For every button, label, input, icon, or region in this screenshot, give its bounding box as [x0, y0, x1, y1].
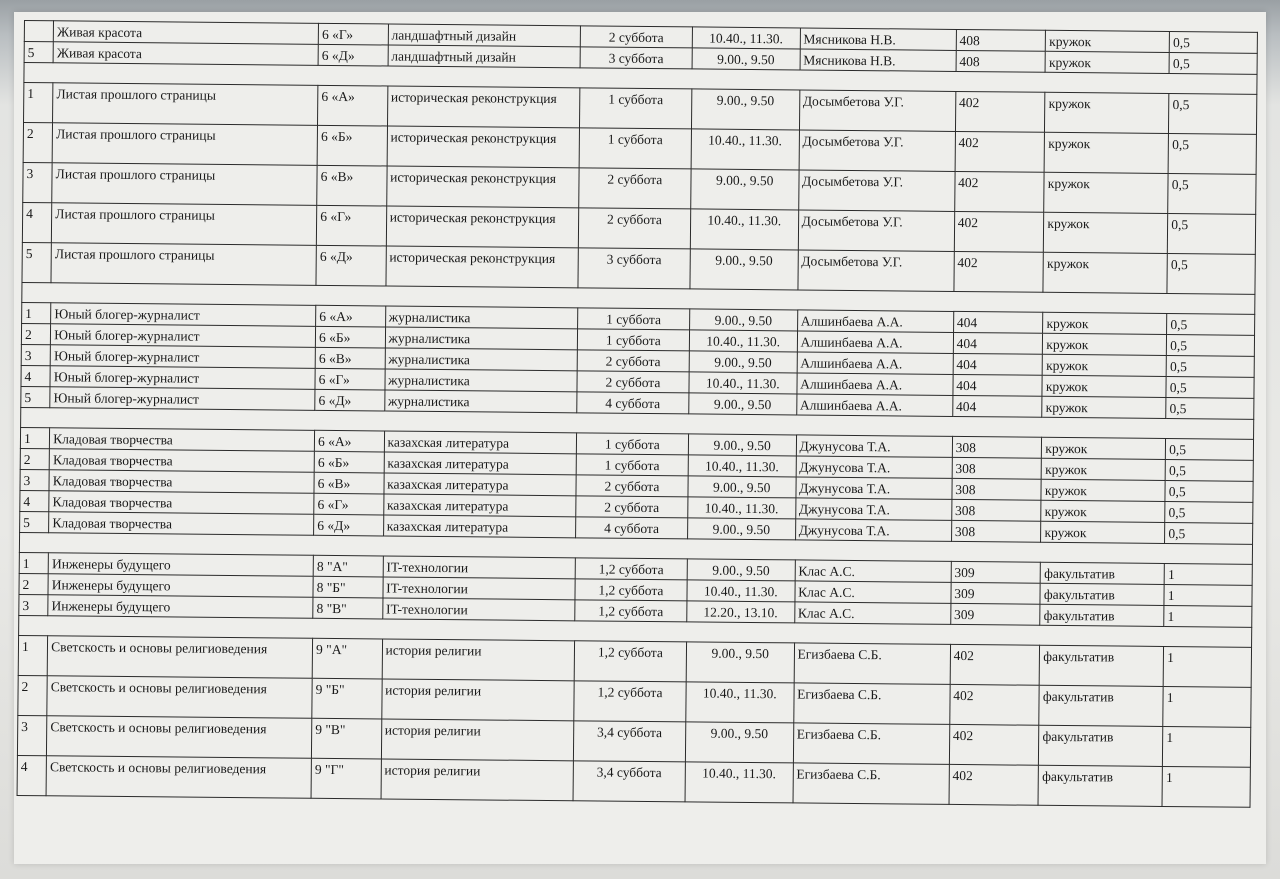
class-name-cell: 6 «А»	[314, 430, 384, 452]
class-name-cell: 6 «Г»	[314, 493, 384, 515]
club-name-cell: Светскость и основы религиоведения	[47, 636, 312, 679]
room-cell: 308	[951, 520, 1041, 542]
row-number-cell: 2	[20, 448, 49, 469]
activity-type-cell: кружок	[1045, 92, 1169, 133]
club-name-cell: Листая прошлого страницы	[52, 203, 317, 246]
subject-cell: IT-технологии	[383, 577, 576, 600]
room-cell: 402	[949, 724, 1039, 765]
row-number-cell: 3	[17, 715, 47, 755]
hours-cell: 0,5	[1165, 501, 1253, 523]
room-cell: 309	[950, 603, 1040, 625]
time-cell: 10.40., 11.30.	[690, 209, 798, 250]
hours-cell: 0,5	[1168, 173, 1256, 214]
room-cell: 309	[951, 582, 1041, 604]
activity-type-cell: факультатив	[1039, 725, 1163, 766]
hours-cell: 1	[1164, 605, 1252, 627]
time-cell: 9.00., 9.50	[689, 351, 797, 373]
activity-type-cell: факультатив	[1038, 765, 1162, 806]
schedule-sheet	[14, 12, 1266, 864]
time-cell: 10.40., 11.30.	[689, 330, 797, 352]
subject-cell: журналистика	[385, 369, 578, 392]
club-name-cell: Инженеры будущего	[48, 553, 313, 577]
teacher-cell: Егизбаева С.Б.	[793, 763, 950, 804]
class-name-cell: 6 «А»	[318, 85, 388, 126]
room-cell: 309	[951, 561, 1041, 583]
hours-cell: 0,5	[1165, 459, 1253, 481]
week-cell: 4 суббота	[577, 392, 689, 414]
row-number-cell: 5	[24, 42, 53, 63]
week-cell: 3,4 суббота	[573, 721, 685, 762]
activity-type-cell: кружок	[1042, 437, 1166, 459]
hours-cell: 0,5	[1169, 93, 1257, 134]
row-number-cell: 5	[21, 386, 50, 407]
time-cell: 9.00., 9.50	[690, 249, 798, 290]
row-number-cell: 1	[22, 302, 51, 323]
row-number-cell: 1	[18, 635, 48, 675]
time-cell: 10.40., 11.30.	[692, 27, 800, 49]
time-cell: 9.00., 9.50	[688, 476, 796, 498]
time-cell: 10.40., 11.30.	[689, 372, 797, 394]
time-cell: 9.00., 9.50	[688, 434, 796, 456]
activity-type-cell: факультатив	[1040, 645, 1164, 686]
club-name-cell: Юный блогер-журналист	[50, 366, 315, 390]
class-name-cell: 6 «В»	[314, 472, 384, 494]
club-name-cell: Юный блогер-журналист	[50, 387, 315, 411]
room-cell: 408	[956, 29, 1046, 51]
teacher-cell: Алшинбаева А.А.	[797, 310, 953, 332]
activity-type-cell: кружок	[1041, 521, 1165, 543]
row-number-cell: 4	[22, 202, 52, 242]
time-cell: 9.00., 9.50	[692, 48, 800, 70]
hours-cell: 0,5	[1168, 133, 1256, 174]
club-name-cell: Юный блогер-журналист	[50, 345, 315, 369]
club-name-cell: Кладовая творчества	[50, 428, 315, 452]
subject-cell: историческая реконструкция	[387, 126, 580, 168]
time-cell: 10.40., 11.30.	[691, 129, 799, 170]
club-name-cell: Светскость и основы религиоведения	[46, 756, 311, 799]
activity-type-cell: кружок	[1044, 132, 1168, 173]
row-number-cell: 4	[21, 365, 50, 386]
room-cell: 308	[952, 457, 1042, 479]
class-name-cell: 8 "Б"	[313, 576, 383, 598]
week-cell: 1 суббота	[580, 88, 692, 129]
row-number-cell: 1	[24, 83, 54, 123]
week-cell: 3 суббота	[578, 248, 690, 289]
teacher-cell: Егизбаева С.Б.	[793, 683, 950, 724]
week-cell: 1 суббота	[577, 329, 689, 351]
week-cell: 2 суббота	[577, 350, 689, 372]
club-name-cell: Светскость и основы религиоведения	[47, 676, 312, 719]
room-cell: 408	[956, 50, 1046, 72]
teacher-cell: Клас А.С.	[794, 602, 950, 624]
teacher-cell: Джунусова Т.А.	[795, 498, 951, 520]
club-name-cell: Юный блогер-журналист	[51, 303, 316, 327]
week-cell: 2 суббота	[576, 496, 688, 518]
time-cell: 10.40., 11.30.	[685, 762, 793, 803]
row-number-cell: 2	[19, 573, 48, 594]
week-cell: 1,2 суббота	[575, 558, 687, 580]
activity-type-cell: факультатив	[1041, 562, 1165, 584]
class-name-cell: 8 "В"	[313, 597, 383, 619]
subject-cell: историческая реконструкция	[386, 206, 579, 248]
teacher-cell: Егизбаева С.Б.	[794, 643, 951, 684]
hours-cell: 0,5	[1165, 480, 1253, 502]
hours-cell: 1	[1163, 726, 1251, 767]
activity-type-cell: кружок	[1042, 396, 1166, 418]
time-cell: 9.00., 9.50	[689, 309, 797, 331]
room-cell: 404	[953, 374, 1043, 396]
room-cell: 402	[954, 211, 1044, 252]
teacher-cell: Клас А.С.	[795, 560, 951, 582]
schedule-table-body	[17, 21, 1257, 808]
row-number-cell: 2	[18, 675, 48, 715]
room-cell: 402	[955, 91, 1045, 132]
hours-cell: 0,5	[1169, 52, 1257, 74]
club-name-cell: Кладовая творчества	[49, 491, 314, 515]
teacher-cell: Клас А.С.	[795, 581, 951, 603]
class-name-cell: 9 "Б"	[312, 678, 382, 719]
week-cell: 3 суббота	[580, 47, 692, 69]
teacher-cell: Джунусова Т.А.	[796, 477, 952, 499]
time-cell: 9.00., 9.50	[687, 518, 795, 540]
activity-type-cell: кружок	[1045, 51, 1169, 73]
club-name-cell: Кладовая творчества	[49, 470, 314, 494]
activity-type-cell: кружок	[1043, 312, 1167, 334]
club-name-cell: Кладовая творчества	[49, 449, 314, 473]
room-cell: 308	[952, 478, 1042, 500]
class-name-cell: 6 «Д»	[315, 389, 385, 411]
row-number-cell: 2	[23, 123, 53, 163]
hours-cell: 1	[1164, 563, 1252, 585]
activity-type-cell: кружок	[1044, 172, 1168, 213]
hours-cell: 0,5	[1165, 522, 1253, 544]
hours-cell: 0,5	[1167, 334, 1255, 356]
time-cell: 10.40., 11.30.	[687, 580, 795, 602]
class-name-cell: 6 «Д»	[316, 245, 386, 286]
subject-cell: историческая реконструкция	[387, 86, 580, 128]
class-name-cell: 6 «Б»	[314, 451, 384, 473]
activity-type-cell: кружок	[1046, 30, 1170, 52]
activity-type-cell: кружок	[1043, 333, 1167, 355]
row-number-cell	[24, 21, 53, 42]
week-cell: 2 суббота	[577, 371, 689, 393]
time-cell: 9.00., 9.50	[691, 169, 799, 210]
row-number-cell: 5	[22, 242, 52, 282]
class-name-cell: 6 «Б»	[317, 125, 387, 166]
room-cell: 404	[953, 311, 1043, 333]
week-cell: 1,2 суббота	[575, 600, 687, 622]
row-number-cell: 1	[19, 552, 48, 573]
subject-cell: казахская литература	[384, 452, 577, 475]
class-name-cell: 6 «Г»	[318, 23, 388, 45]
week-cell: 1,2 суббота	[575, 579, 687, 601]
teacher-cell: Егизбаева С.Б.	[793, 723, 950, 764]
activity-type-cell: кружок	[1041, 500, 1165, 522]
teacher-cell: Алшинбаева А.А.	[796, 394, 952, 416]
teacher-cell: Алшинбаева А.А.	[797, 331, 953, 353]
club-name-cell: Юный блогер-журналист	[51, 324, 316, 348]
activity-type-cell: факультатив	[1040, 604, 1164, 626]
subject-cell: история религии	[381, 679, 574, 721]
class-name-cell: 6 «В»	[317, 165, 387, 206]
week-cell: 2 суббота	[578, 208, 690, 249]
hours-cell: 0,5	[1166, 397, 1254, 419]
subject-cell: история религии	[381, 759, 574, 801]
time-cell: 12.20., 13.10.	[687, 601, 795, 623]
subject-cell: ландшафтный дизайн	[388, 45, 581, 68]
week-cell: 2 суббота	[576, 475, 688, 497]
room-cell: 402	[949, 764, 1039, 805]
week-cell: 3,4 суббота	[573, 761, 685, 802]
activity-type-cell: кружок	[1042, 375, 1166, 397]
hours-cell: 1	[1163, 646, 1251, 687]
row-number-cell: 1	[20, 427, 49, 448]
subject-cell: IT-технологии	[383, 556, 576, 579]
hours-cell: 1	[1162, 766, 1250, 807]
time-cell: 9.00., 9.50	[686, 642, 794, 683]
subject-cell: журналистика	[385, 306, 578, 329]
hours-cell: 0,5	[1170, 31, 1258, 53]
time-cell: 9.00., 9.50	[691, 89, 799, 130]
week-cell: 1,2 суббота	[574, 641, 686, 682]
time-cell: 9.00., 9.50	[687, 559, 795, 581]
class-name-cell: 6 «Г»	[316, 205, 386, 246]
activity-type-cell: факультатив	[1040, 583, 1164, 605]
room-cell: 404	[953, 353, 1043, 375]
club-name-cell: Инженеры будущего	[48, 595, 313, 619]
class-name-cell: 6 «Г»	[315, 368, 385, 390]
club-name-cell: Листая прошлого страницы	[52, 163, 317, 206]
row-number-cell: 2	[21, 323, 50, 344]
row-number-cell: 5	[20, 511, 49, 532]
row-number-cell: 4	[20, 490, 49, 511]
room-cell: 402	[950, 644, 1040, 685]
activity-type-cell: кружок	[1043, 354, 1167, 376]
subject-cell: история религии	[381, 719, 574, 761]
week-cell: 2 суббота	[580, 26, 692, 48]
subject-cell: ландшафтный дизайн	[388, 24, 581, 47]
hours-cell: 0,5	[1167, 253, 1255, 294]
week-cell: 4 суббота	[576, 517, 688, 539]
room-cell: 402	[954, 251, 1044, 292]
club-name-cell: Светскость и основы религиоведения	[47, 716, 312, 759]
teacher-cell: Джунусова Т.А.	[796, 456, 952, 478]
row-number-cell: 3	[21, 344, 50, 365]
subject-cell: казахская литература	[383, 515, 576, 538]
week-cell: 1,2 суббота	[574, 681, 686, 722]
room-cell: 308	[951, 499, 1041, 521]
time-cell: 9.00., 9.50	[689, 393, 797, 415]
subject-cell: казахская литература	[384, 473, 577, 496]
activity-type-cell: кружок	[1042, 458, 1166, 480]
row-number-cell: 3	[19, 594, 48, 615]
room-cell: 404	[952, 395, 1042, 417]
activity-type-cell: факультатив	[1039, 685, 1163, 726]
teacher-cell: Досымбетова У.Г.	[798, 170, 955, 211]
hours-cell: 0,5	[1166, 438, 1254, 460]
hours-cell: 0,5	[1167, 313, 1255, 335]
activity-type-cell: кружок	[1044, 212, 1168, 253]
row-number-cell: 4	[17, 755, 47, 795]
schedule-table	[17, 20, 1258, 808]
teacher-cell: Досымбетова У.Г.	[799, 130, 956, 171]
hours-cell: 0,5	[1166, 376, 1254, 398]
class-name-cell: 6 «В»	[315, 347, 385, 369]
room-cell: 402	[955, 131, 1045, 172]
subject-cell: IT-технологии	[382, 598, 575, 621]
class-name-cell: 9 "В"	[312, 718, 382, 759]
time-cell: 10.40., 11.30.	[688, 497, 796, 519]
club-name-cell: Листая прошлого страницы	[53, 83, 318, 126]
class-name-cell: 6 «Б»	[315, 326, 385, 348]
row-number-cell: 3	[20, 469, 49, 490]
subject-cell: историческая реконструкция	[386, 166, 579, 208]
activity-type-cell: кружок	[1041, 479, 1165, 501]
week-cell: 1 суббота	[578, 308, 690, 330]
teacher-cell: Джунусова Т.А.	[795, 519, 951, 541]
subject-cell: историческая реконструкция	[386, 246, 579, 288]
teacher-cell: Мясникова Н.В.	[800, 28, 956, 50]
teacher-cell: Досымбетова У.Г.	[798, 210, 955, 251]
subject-cell: казахская литература	[383, 494, 576, 517]
club-name-cell: Инженеры будущего	[48, 574, 313, 598]
hours-cell: 0,5	[1168, 213, 1256, 254]
class-name-cell: 9 "А"	[312, 638, 382, 679]
teacher-cell: Джунусова Т.А.	[796, 435, 952, 457]
subject-cell: казахская литература	[384, 431, 577, 454]
teacher-cell: Досымбетова У.Г.	[798, 250, 955, 291]
week-cell: 1 суббота	[576, 433, 688, 455]
week-cell: 2 суббота	[579, 168, 691, 209]
hours-cell: 1	[1164, 584, 1252, 606]
row-number-cell: 3	[23, 162, 53, 202]
hours-cell: 1	[1163, 686, 1251, 727]
subject-cell: журналистика	[385, 327, 578, 350]
subject-cell: журналистика	[385, 348, 578, 371]
club-name-cell: Листая прошлого страницы	[51, 243, 316, 286]
club-name-cell: Кладовая творчества	[49, 512, 314, 536]
subject-cell: журналистика	[384, 390, 577, 413]
teacher-cell: Алшинбаева А.А.	[797, 373, 953, 395]
class-name-cell: 9 "Г"	[311, 758, 381, 799]
class-name-cell: 6 «Д»	[314, 514, 384, 536]
time-cell: 9.00., 9.50	[685, 722, 793, 763]
room-cell: 308	[952, 436, 1042, 458]
hours-cell: 0,5	[1166, 355, 1254, 377]
teacher-cell: Мясникова Н.В.	[800, 49, 956, 71]
subject-cell: история религии	[382, 639, 575, 681]
club-name-cell: Живая красота	[53, 21, 318, 45]
room-cell: 402	[950, 684, 1040, 725]
class-name-cell: 6 «А»	[316, 305, 386, 327]
teacher-cell: Досымбетова У.Г.	[799, 90, 956, 131]
club-name-cell: Листая прошлого страницы	[52, 123, 317, 166]
class-name-cell: 8 "А"	[313, 555, 383, 577]
time-cell: 10.40., 11.30.	[686, 682, 794, 723]
class-name-cell: 6 «Д»	[318, 44, 388, 66]
week-cell: 1 суббота	[576, 454, 688, 476]
week-cell: 1 суббота	[579, 128, 691, 169]
room-cell: 404	[953, 332, 1043, 354]
activity-type-cell: кружок	[1043, 252, 1167, 293]
club-name-cell: Живая красота	[53, 42, 318, 66]
teacher-cell: Алшинбаева А.А.	[797, 352, 953, 374]
time-cell: 10.40., 11.30.	[688, 455, 796, 477]
room-cell: 402	[954, 171, 1044, 212]
